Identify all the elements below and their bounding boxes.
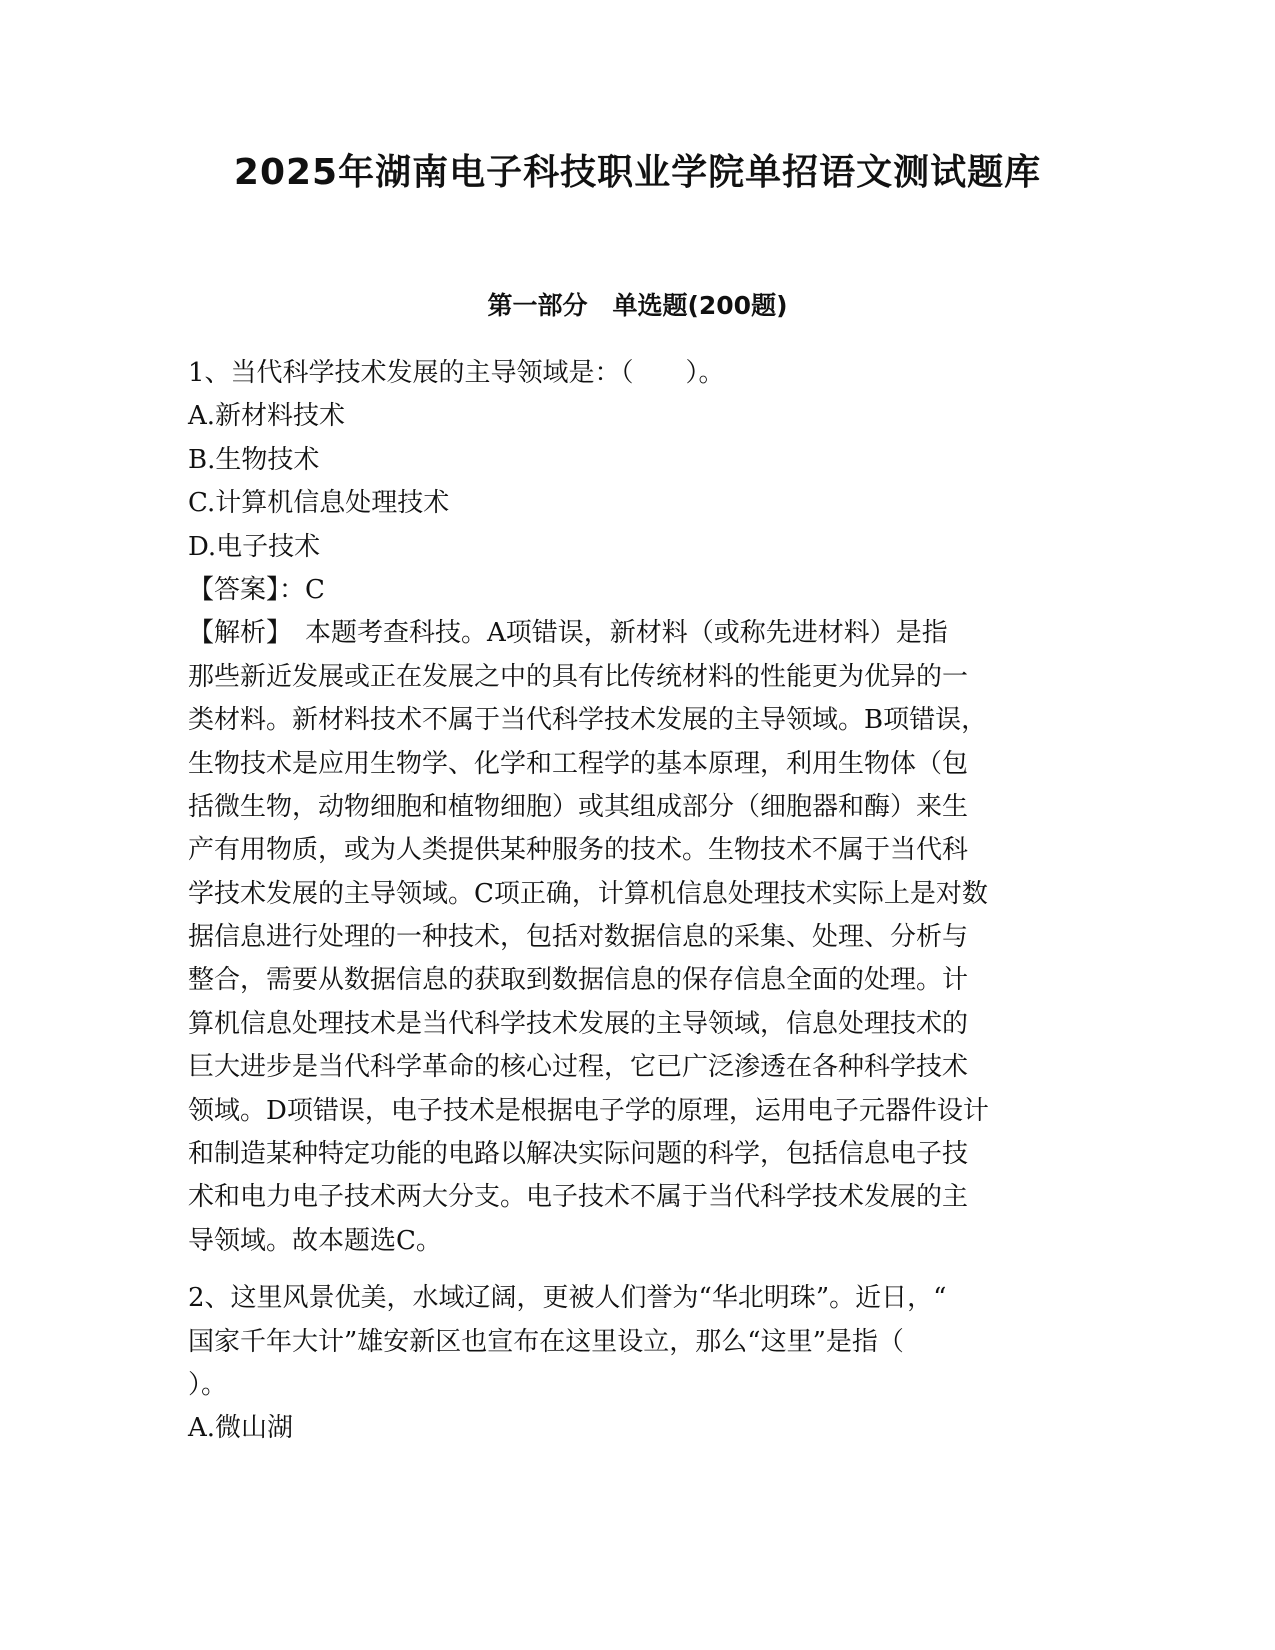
question-1-answer: 【答案】：C — [188, 574, 325, 605]
document-body — [188, 352, 1088, 1451]
question-2 — [188, 1277, 1088, 1451]
explanation-line: 括微生物，动物细胞和植物细胞）或其组成部分（细胞器和酶）来生 — [188, 791, 969, 822]
section-heading: 第一部分 单选题(200题) — [487, 291, 788, 320]
question-1-option-d: D.电子技术 — [188, 531, 321, 562]
question-1-option-c: C.计算机信息处理技术 — [188, 488, 450, 519]
question-2-stem-line: ）。 — [188, 1369, 228, 1400]
question-2-stem-line: 2、这里风景优美，水域辽阔，更被人们誉为“华北明珠”。近日，“ — [188, 1283, 947, 1314]
question-1-option-b: B.生物技术 — [188, 444, 320, 475]
question-2-stem — [188, 1277, 1088, 1407]
explanation-line: 整合，需要从数据信息的获取到数据信息的保存信息全面的处理。计 — [188, 965, 969, 996]
question-2-stem-line: 国家千年大计”雄安新区也宣布在这里设立，那么“这里”是指（ — [188, 1326, 904, 1357]
explanation-line: 【解析】 本题考查科技。A项错误，新材料（或称先进材料）是指 — [188, 618, 948, 649]
explanation-line: 导领域。故本题选C。 — [188, 1225, 442, 1256]
explanation-line: 和制造某种特定功能的电路以解决实际问题的科学，包括信息电子技 — [188, 1139, 969, 1170]
explanation-line: 生物技术是应用生物学、化学和工程学的基本原理，利用生物体（包 — [188, 748, 969, 779]
question-1-stem: 1、当代科学技术发展的主导领域是：（ ）。 — [188, 358, 725, 388]
question-1 — [188, 352, 1088, 1263]
explanation-line: 领域。D项错误，电子技术是根据电子学的原理，运用电子元器件设计 — [188, 1095, 989, 1126]
question-spacer — [188, 1263, 1088, 1277]
explanation-line: 术和电力电子技术两大分支。电子技术不属于当代科学技术发展的主 — [188, 1182, 969, 1213]
document-title: 2025年湖南电子科技职业学院单招语文测试题库 — [233, 152, 1042, 193]
explanation-line: 据信息进行处理的一种技术，包括对数据信息的采集、处理、分析与 — [188, 922, 969, 953]
question-1-explanation — [188, 612, 1088, 1263]
explanation-line: 算机信息处理技术是当代科学技术发展的主导领域，信息处理技术的 — [188, 1008, 969, 1039]
question-2-option-a: A.微山湖 — [188, 1413, 294, 1444]
explanation-line: 那些新近发展或正在发展之中的具有比传统材料的性能更为优异的一 — [188, 661, 969, 692]
explanation-line: 学技术发展的主导领域。C项正确，计算机信息处理技术实际上是对数 — [188, 878, 988, 909]
explanation-line: 巨大进步是当代科学革命的核心过程，它已广泛渗透在各种科学技术 — [188, 1052, 969, 1083]
explanation-line: 产有用物质，或为人类提供某种服务的技术。生物技术不属于当代科 — [188, 835, 969, 866]
explanation-line: 类材料。新材料技术不属于当代科学技术发展的主导领域。B项错误， — [188, 705, 988, 736]
question-1-option-a: A.新材料技术 — [188, 401, 346, 432]
